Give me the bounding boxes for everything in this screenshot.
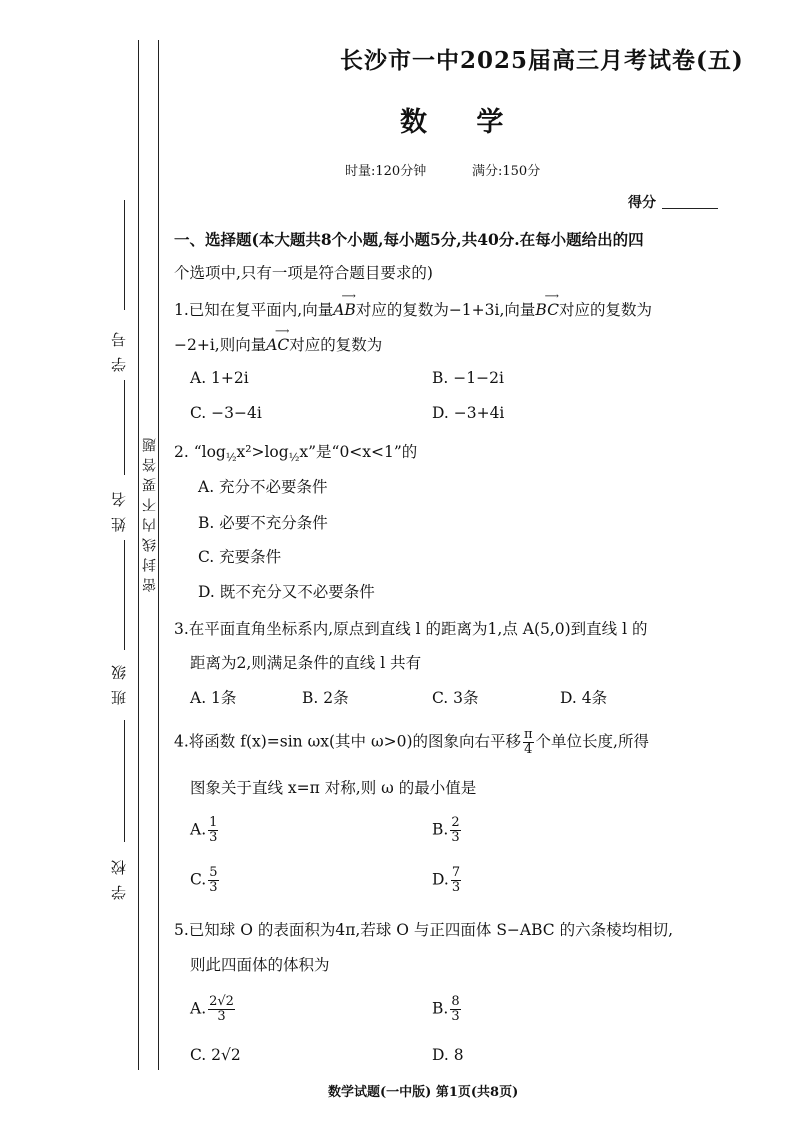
q5-option-b: B. $\frac{8}{3}$	[432, 994, 460, 1024]
q1-text-a: 1.已知在复平面内,向量	[174, 301, 334, 319]
score-label: 得分	[628, 195, 656, 211]
q2-option-a: A. 充分不必要条件	[198, 478, 328, 496]
q3-stem-line2: 距离为2,则满足条件的直线 l 共有	[190, 654, 422, 672]
q5-stem-line2: 则此四面体的体积为	[190, 956, 330, 974]
q2-option-d: D. 既不充分又不必要条件	[198, 583, 375, 601]
exam-title: 长沙市一中2025届高三月考试卷(五)	[340, 47, 744, 74]
subject-title: 数 学	[400, 107, 524, 138]
q4-text-a: 4.将函数 f(x)=sin ωx(其中 ω>0)的图象向右平移	[174, 732, 521, 751]
q2-base-1: ½	[225, 451, 237, 465]
q1-text-c: 对应的复数为	[558, 301, 652, 319]
q4-stem-line1	[174, 728, 649, 757]
q4-option-a: A. $\frac{1}{3}$	[190, 815, 218, 845]
q5-option-d: D. 8	[432, 1046, 464, 1064]
q1-stem-line1	[174, 291, 652, 320]
q2-text-b: x²>log	[236, 443, 289, 461]
q2-text-a: 2. “log	[174, 443, 226, 461]
q1-option-c: C. −3−4i	[190, 404, 262, 422]
name-field[interactable]	[124, 380, 125, 475]
q2-base-2: ½	[288, 451, 300, 465]
seal-note: 密封线内不要答题	[142, 432, 158, 592]
q1-option-b: B. −1−2i	[432, 369, 504, 387]
section1-heading-2: 个选项中,只有一项是符合题目要求的)	[174, 264, 433, 282]
student-no-field[interactable]	[124, 200, 125, 310]
q1-text-e: 对应的复数为	[289, 336, 383, 354]
binding-line-left	[138, 40, 139, 1070]
q1-text-b: 对应的复数为−1+3i,向量	[355, 301, 536, 319]
q2-option-b: B. 必要不充分条件	[198, 514, 328, 532]
q2-text-c: x”是“0<x<1”的	[299, 443, 418, 461]
q4-option-b: B. $\frac{2}{3}$	[432, 815, 460, 845]
school-field[interactable]	[124, 720, 125, 842]
vector-ab: ⟶ AB	[333, 291, 356, 319]
vector-bc: ⟶ BC	[535, 291, 559, 319]
q4-text-b: 个单位长度,所得	[535, 732, 649, 751]
q1-stem-line2	[174, 326, 383, 355]
page-footer: 数学试题(一中版) 第1页(共8页)	[328, 1085, 519, 1100]
q3-option-d: D. 4条	[560, 689, 608, 707]
q4-option-d: D. $\frac{7}{3}$	[432, 865, 461, 895]
q5-option-a: A. $\frac{2√2}{3}$	[190, 994, 234, 1024]
name-label: 姓名	[110, 482, 128, 532]
q3-option-c: C. 3条	[432, 689, 479, 707]
q4-stem-line2: 图象关于直线 x=π 对称,则 ω 的最小值是	[190, 779, 477, 797]
class-field[interactable]	[124, 540, 125, 650]
full-score: 满分:150分	[472, 164, 541, 179]
q2-stem	[174, 440, 417, 464]
q4-option-c: C. $\frac{5}{3}$	[190, 865, 218, 895]
score-field[interactable]	[662, 208, 718, 209]
time-limit: 时量:120分钟	[345, 164, 427, 179]
q1-option-a: A. 1+2i	[190, 369, 249, 387]
q2-option-c: C. 充要条件	[198, 548, 282, 566]
section1-heading-1: 一、选择题(本大题共8个小题,每小题5分,共40分.在每小题给出的四	[174, 230, 644, 249]
q1-text-d: −2+i,则向量	[174, 336, 267, 354]
q3-option-b: B. 2条	[302, 689, 349, 707]
q5-stem-line1: 5.已知球 O 的表面积为4π,若球 O 与正四面体 S−ABC 的六条棱均相切,	[174, 921, 674, 939]
q5-option-c: C. 2√2	[190, 1046, 241, 1064]
class-label: 班级	[110, 655, 128, 705]
q3-option-a: A. 1条	[190, 689, 237, 707]
vector-ac: ⟶ AC	[266, 326, 290, 354]
q1-option-d: D. −3+4i	[432, 404, 505, 422]
student-no-label: 学号	[110, 322, 128, 372]
q4-shift-fraction: $\frac{\pi}{4}$	[524, 727, 533, 757]
q3-stem-line1: 3.在平面直角坐标系内,原点到直线 l 的距离为1,点 A(5,0)到直线 l 的	[174, 620, 648, 638]
school-label: 学校	[110, 850, 128, 900]
